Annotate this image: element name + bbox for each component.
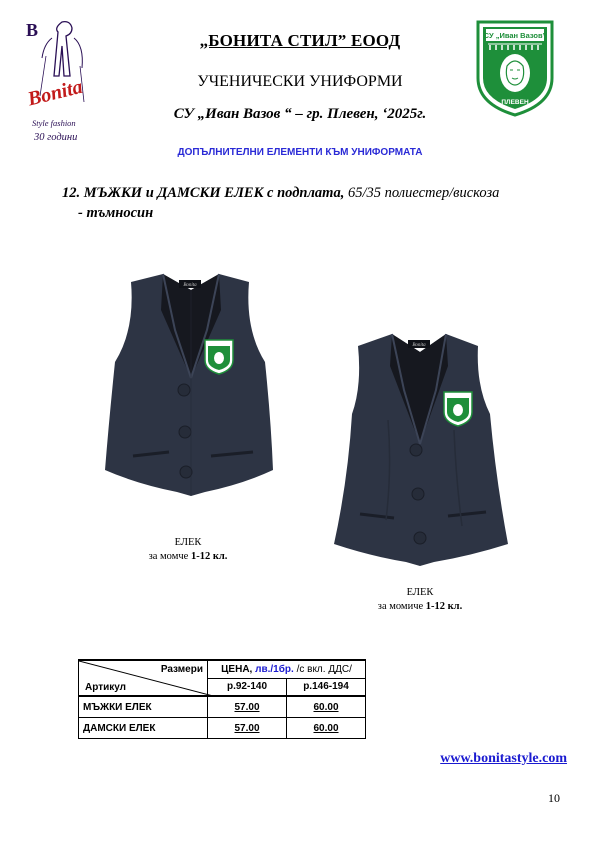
boy-caption-grades: 1-12 кл. [190,551,228,562]
size-header: р.92-140 [208,678,287,696]
table-row [79,696,366,718]
badge-city: ПЛЕВЕН [501,99,529,106]
girl-caption-prefix: за момиче [377,601,426,612]
boy-caption-prefix: за момче [148,551,191,562]
school-line: СУ „Иван Вазов “ – гр. Плевен, ‘2025г. [173,106,427,122]
price-cell: 57.00 [208,696,287,718]
section-title: ДОПЪЛНИТЕЛНИ ЕЛЕМЕНТИ КЪМ УНИФОРМАТА [177,147,423,158]
price-header [208,660,366,678]
article-name: ДАМСКИ ЕЛЕК [79,718,208,739]
item-heading [62,185,499,202]
logo-years: 30 години [34,132,78,143]
girl-vest-image [330,330,518,570]
svg-text:Bonita: Bonita [412,343,426,348]
website-link[interactable]: www.bonitastyle.com [440,751,567,766]
boy-vest-caption [118,536,258,564]
article-name: МЪЖКИ ЕЛЕК [79,696,208,718]
size-header: р.146-194 [287,678,366,696]
document-subtitle: УЧЕНИЧЕСКИ УНИФОРМИ [197,73,403,90]
price-cell: 60.00 [287,718,366,739]
item-color: - тъмносин [78,205,154,221]
logo-tagline: Style fashion [32,118,76,128]
page-number: 10 [548,791,560,805]
price-unit: лв./1бр. [255,663,294,675]
item-title: 12. МЪЖКИ и ДАМСКИ ЕЛЕК с подплата, [62,185,345,201]
badge-name: СУ „Иван Вазов” [483,31,547,40]
sizes-label: Размери [160,664,203,675]
table-row [79,718,366,739]
price-cell: 60.00 [287,696,366,718]
article-label: Артикул [85,682,127,693]
girl-vest-caption [350,586,490,614]
svg-text:Bonita: Bonita [183,283,197,288]
school-badge [474,18,556,118]
price-note: /с вкл. ДДС/ [293,663,352,675]
table-corner-header [79,660,208,696]
girl-caption-title: ЕЛЕК [406,587,434,598]
boy-caption-title: ЕЛЕК [174,537,202,548]
price-table [78,659,366,739]
svg-text:B: B [26,20,39,40]
price-cell: 57.00 [208,718,287,739]
bonita-logo [22,16,100,148]
girl-caption-grades: 1-12 кл. [425,601,463,612]
boy-vest-image [93,270,287,520]
bonita-logo-text: Bonita [25,75,85,111]
item-material: 65/35 полиестер/вискоза [344,185,500,201]
company-name: „БОНИТА СТИЛ” ЕООД [199,31,401,50]
price-label: ЦЕНА, [221,663,256,675]
